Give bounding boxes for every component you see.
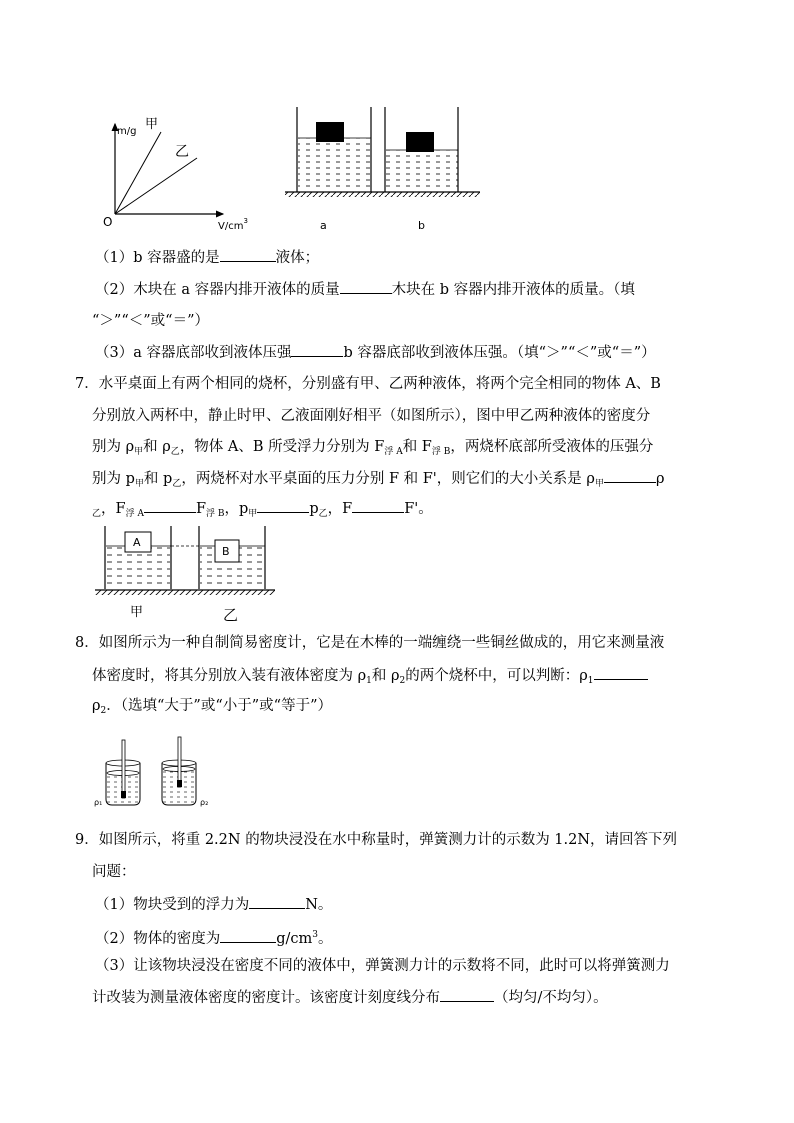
q8-line1: 8．如图所示为一种自制简易密度计，它是在木棒的一端缠绕一些铜丝做成的，用它来测量液: [75, 635, 665, 651]
beaker-yi-label: 乙: [223, 606, 239, 624]
line-jia: [115, 132, 161, 214]
x-axis-label: $V/cm^3$: [218, 217, 248, 232]
q9-line1: 9．如图所示，将重 2.2N 的物块浸没在水中称量时，弹簧测力计的示数为 1.2N，请回答下列: [75, 832, 678, 848]
y-axis-label: m/g: [117, 126, 137, 137]
wood-block-b: [406, 132, 434, 152]
rho1-label: ρ₁: [94, 798, 103, 807]
q6-part2: （2）木块在 a 容器内排开液体的质量 木块在 b 容器内排开液体的质量。（填: [95, 279, 635, 300]
q6-part3: （3）a 容器底部收到液体压强 b 容器底部收到液体压强。（填“＞”“＜”或“＝”）: [95, 342, 656, 363]
line-yi-label: 乙: [175, 144, 189, 160]
containers-ab-figure: [285, 105, 490, 235]
densimeter-2: [178, 737, 181, 787]
mass-volume-graph: [95, 112, 270, 237]
q7-blank4[interactable]: [352, 498, 404, 513]
q6-part1: （1）b 容器盛的是 液体；: [95, 247, 319, 268]
q6-blank1[interactable]: [220, 247, 276, 262]
object-b-label: B: [222, 545, 230, 558]
beakers-jia-yi-figure: [95, 524, 280, 624]
q9-blank3[interactable]: [440, 987, 494, 1002]
q9-part3-line1: （3）让该物块浸没在密度不同的液体中，弹簧测力计的示数将不同，此时可以将弹簧测力: [95, 958, 670, 974]
q8-blank[interactable]: [594, 665, 648, 680]
q9-line2: 问题：: [92, 864, 136, 880]
densimeter-1: [122, 740, 125, 798]
q6-blank2[interactable]: [340, 279, 392, 294]
densimeter-figure: [92, 735, 217, 810]
line-jia-label: 甲: [145, 117, 159, 132]
line-yi: [115, 158, 197, 214]
container-b-label: b: [418, 219, 425, 232]
wood-block-a: [316, 122, 344, 142]
q9-blank1[interactable]: [249, 894, 305, 909]
q6-part2-line2: “＞”“＜”或“＝”）: [92, 313, 209, 329]
q9-part1: （1）物块受到的浮力为 N。: [95, 894, 332, 915]
container-a-label: a: [320, 219, 327, 232]
q8-line2: 体密度时，将其分别放入装有液体密度为 $\rho_1$和 $\rho_2$的两个烧杯中，可以判断：$\rho_1$: [92, 665, 648, 691]
q7-line2: 分别放入两杯中，静止时甲、乙液面刚好相平（如图所示），图中甲乙两种液体的密度分: [92, 408, 651, 424]
q9-part3-line2: 计改装为测量液体密度的密度计。该密度计刻度线分布 （均匀/不均匀）。: [92, 987, 608, 1008]
q7-line5: $_乙$，$F_{浮 A}$ $F_{浮 B}$，$p_甲$ $p_乙$，F F'。: [92, 498, 433, 524]
q7-line4: 别为 $p_甲$和 $p_乙$，两烧杯对水平桌面的压力分别 F 和 F'，则它们的大小关系是 $\rho_甲$ ρ: [92, 468, 664, 494]
q9-blank2[interactable]: [220, 928, 276, 943]
q7-blank2[interactable]: [144, 498, 196, 513]
rho2-label: ρ₂: [200, 798, 209, 807]
origin-label: O: [103, 215, 113, 229]
q7-line3: 别为 $\rho_甲$和 $\rho_乙$，物体 A、B 所受浮力分别为 $F_{浮 A}$和 $F_{浮 B}$，两烧杯底部所受液体的压强分: [92, 439, 654, 457]
q9-part2: （2）物体的密度为 $g/cm^3$。: [95, 930, 333, 947]
q6-blank3[interactable]: [291, 342, 343, 357]
q7-blank3[interactable]: [257, 498, 309, 513]
q8-line3: $\rho_2$．（选填“大于”或“小于”或“等于”）: [92, 698, 332, 716]
q7-blank1[interactable]: [604, 468, 656, 483]
object-a-label: A: [133, 536, 141, 549]
beaker-jia-label: 甲: [130, 605, 144, 620]
q7-line1: 7．水平桌面上有两个相同的烧杯，分别盛有甲、乙两种液体，将两个完全相同的物体 A、B: [75, 376, 661, 392]
